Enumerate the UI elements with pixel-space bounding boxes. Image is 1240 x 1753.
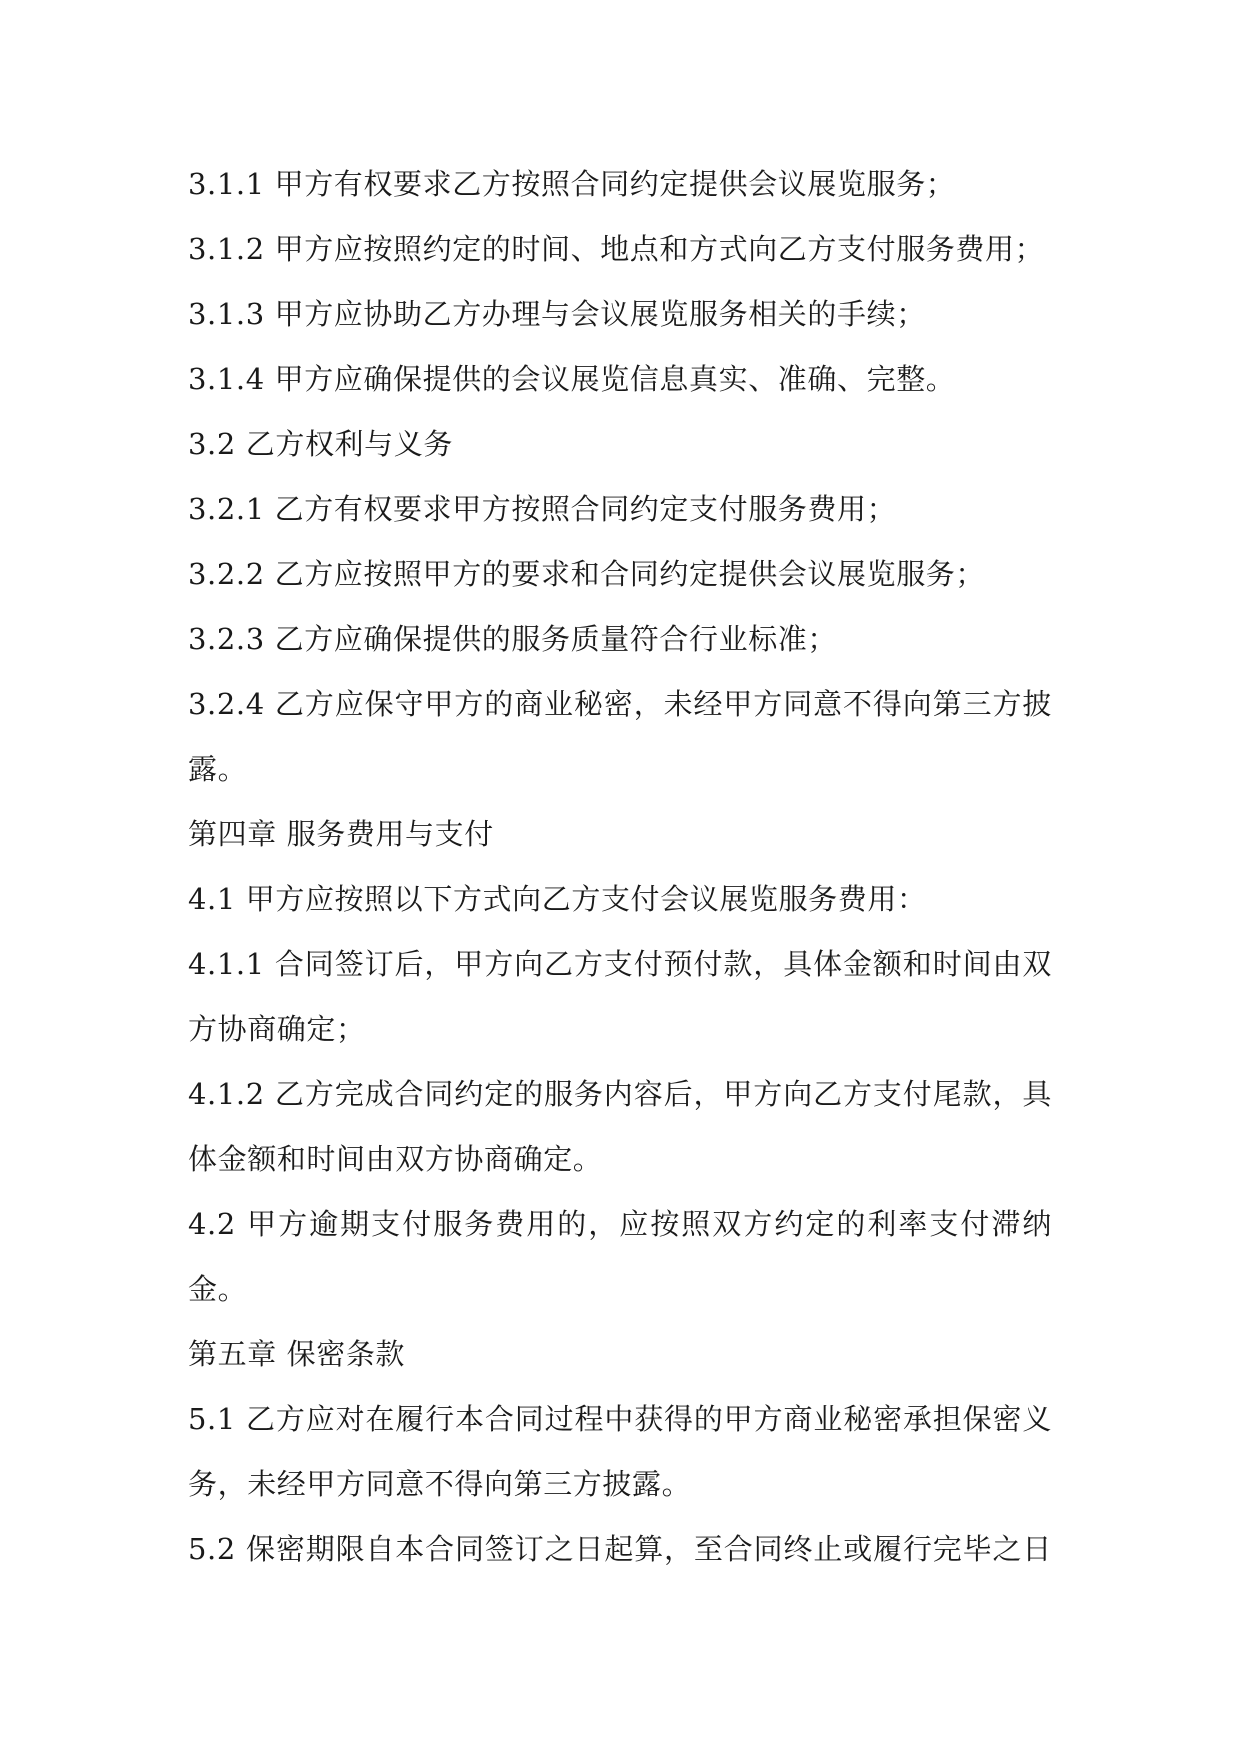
document-body [188,152,1052,1582]
clause-3-1-3: 3.1.3 甲方应协助乙方办理与会议展览服务相关的手续； [188,297,926,331]
clause-3-2-4: 3.2.4 乙方应保守甲方的商业秘密，未经甲方同意不得向第三方披 [188,687,1052,721]
clause-3-1-2: 3.1.2 甲方应按照约定的时间、地点和方式向乙方支付服务费用； [188,232,1045,266]
chapter-heading-5: 第五章 保密条款 [188,1337,406,1371]
clause-3-2-2: 3.2.2 乙方应按照甲方的要求和合同约定提供会议展览服务； [188,557,986,591]
clause-3-2-4-continued: 露。 [188,752,248,786]
clause-5-1: 5.1 乙方应对在履行本合同过程中获得的甲方商业秘密承担保密义 [188,1402,1052,1436]
clause-3-1-4: 3.1.4 甲方应确保提供的会议展览信息真实、准确、完整。 [188,362,956,396]
clause-5-1-continued: 务，未经甲方同意不得向第三方披露。 [188,1467,692,1501]
clause-3-1-1: 3.1.1 甲方有权要求乙方按照合同约定提供会议展览服务； [188,167,956,201]
clause-3-2-3: 3.2.3 乙方应确保提供的服务质量符合行业标准； [188,622,838,656]
clause-4-2: 4.2 甲方逾期支付服务费用的，应按照双方约定的利率支付滞纳 [188,1207,1052,1241]
clause-4-1-2-continued: 体金额和时间由双方协商确定。 [188,1142,603,1176]
clause-4-1: 4.1 甲方应按照以下方式向乙方支付会议展览服务费用： [188,882,927,916]
section-heading-3-2: 3.2 乙方权利与义务 [188,427,453,461]
clause-5-2: 5.2 保密期限自本合同签订之日起算，至合同终止或履行完毕之日 [188,1532,1052,1566]
chapter-heading-4: 第四章 服务费用与支付 [188,817,494,851]
clause-3-2-1: 3.2.1 乙方有权要求甲方按照合同约定支付服务费用； [188,492,897,526]
clause-4-1-1: 4.1.1 合同签订后，甲方向乙方支付预付款，具体金额和时间由双 [188,947,1052,981]
clause-4-1-1-continued: 方协商确定； [188,1012,366,1046]
clause-4-2-continued: 金。 [188,1272,248,1306]
clause-4-1-2: 4.1.2 乙方完成合同约定的服务内容后，甲方向乙方支付尾款，具 [188,1077,1052,1111]
